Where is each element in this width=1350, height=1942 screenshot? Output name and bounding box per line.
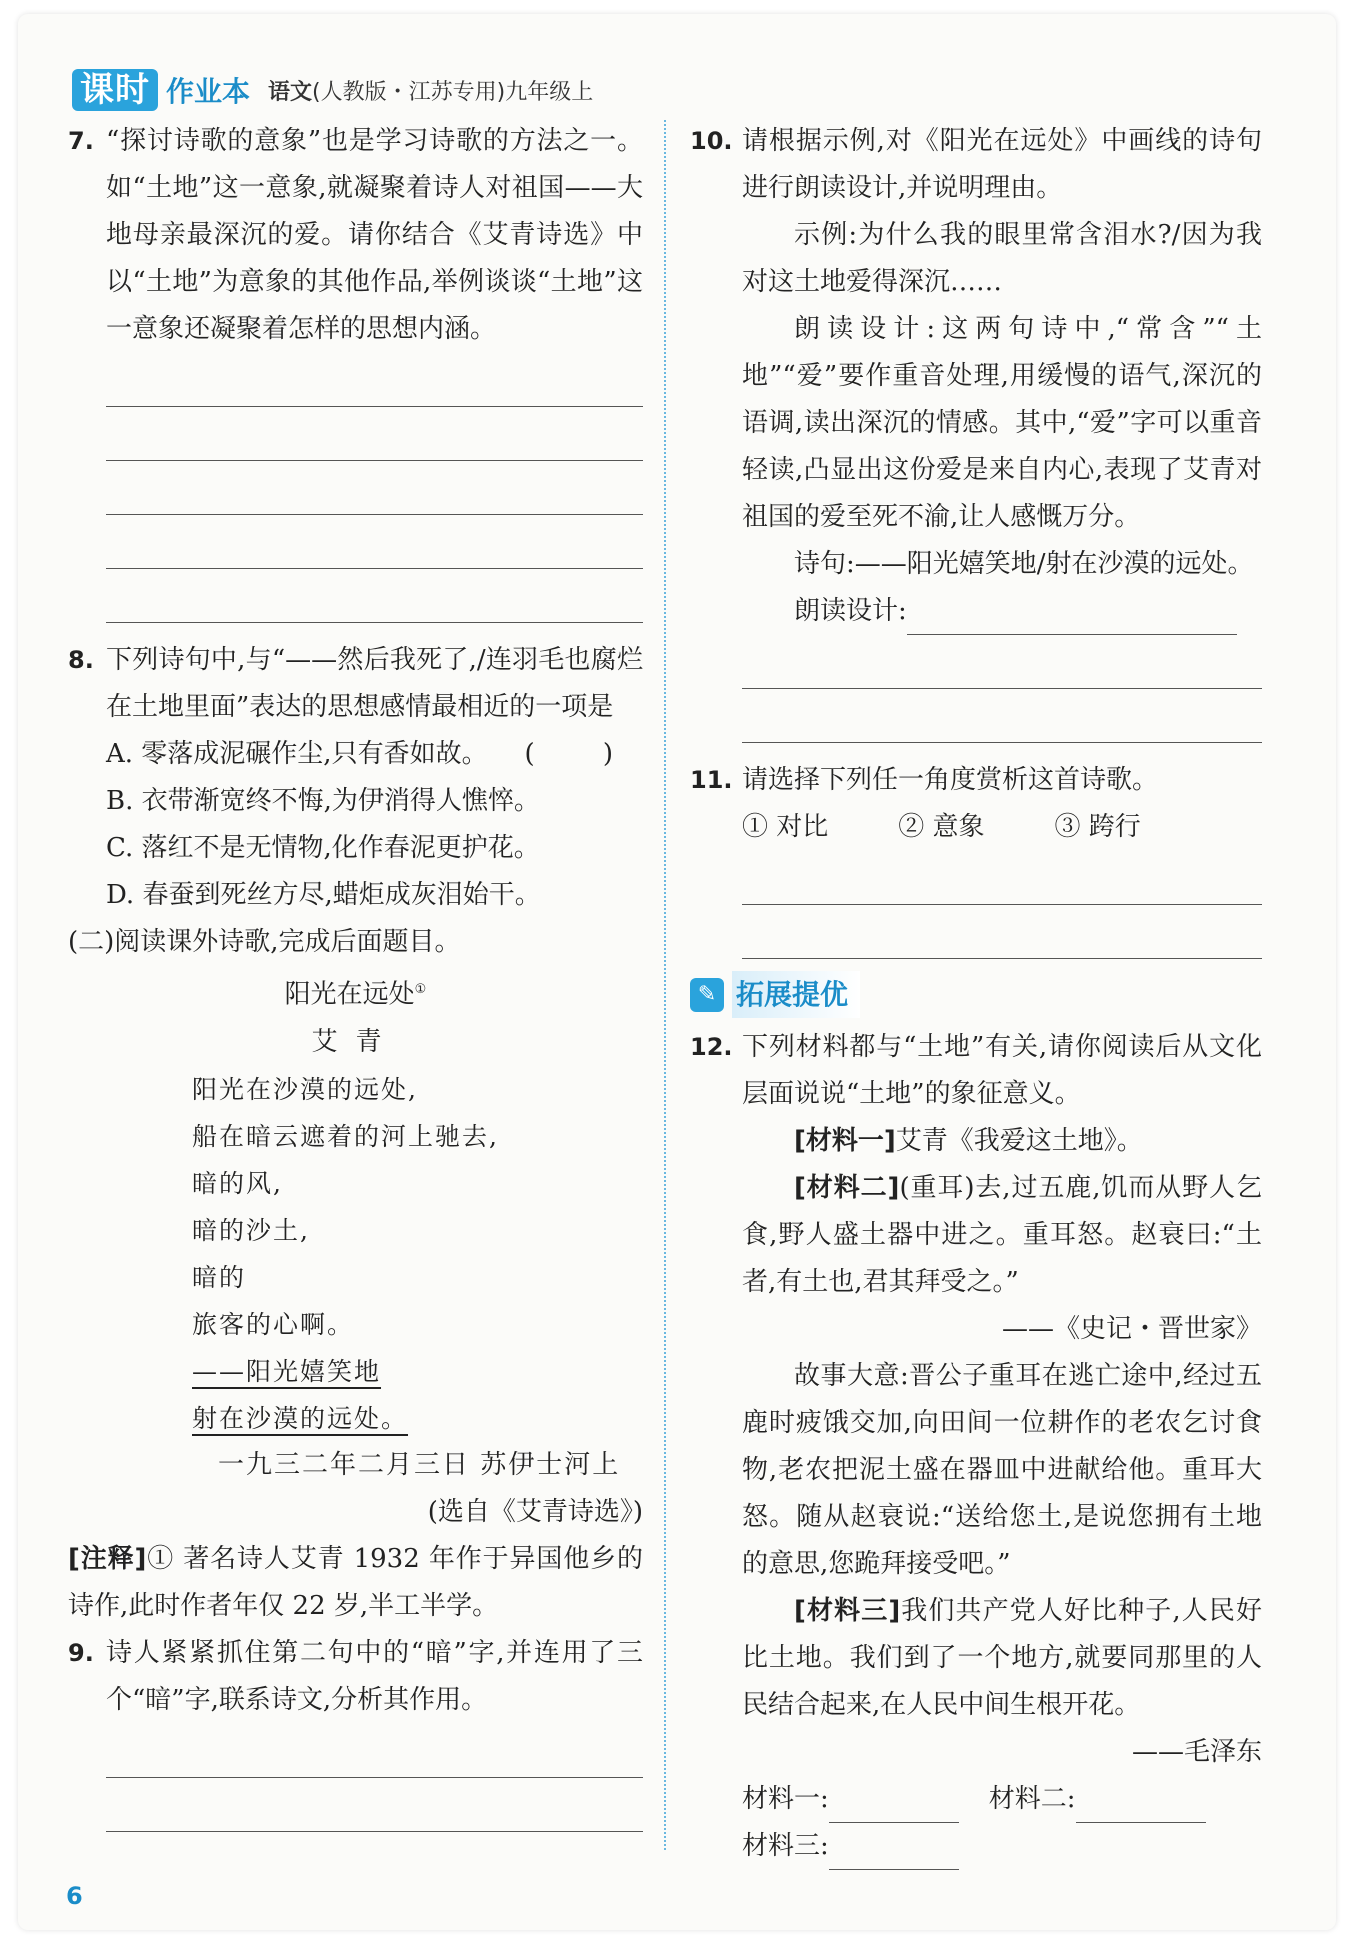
pencil-icon: ✎ (690, 978, 724, 1012)
answer-row (742, 1776, 1262, 1823)
subject-line (268, 75, 593, 106)
poem-source: (选自《艾青诗选》) (427, 1496, 643, 1527)
poem-line: 暗的沙土, (192, 1215, 310, 1245)
angle-choices (742, 804, 1262, 851)
answer-line[interactable] (742, 905, 1262, 959)
material-tag: [材料三] (794, 1596, 901, 1626)
answer-line[interactable] (106, 569, 643, 623)
poem-line: 阳光在沙漠的远处, (192, 1074, 418, 1104)
option-c: C. 落红不是无情物,化作春泥更护花。 (106, 833, 540, 863)
question-number: 8. (68, 646, 94, 674)
option-d: D. 春蚕到死丝方尽,蜡炬成灰泪始干。 (106, 880, 541, 910)
material-source: ——毛泽东 (1131, 1737, 1262, 1767)
subject-name: 语文 (268, 79, 313, 105)
question-number: 7. (68, 127, 94, 155)
expand-section-header (690, 971, 1262, 1018)
material-3 (742, 1588, 1262, 1729)
material-tag: [材料二] (794, 1173, 900, 1203)
page-header (72, 68, 593, 112)
question-11 (690, 757, 1262, 804)
column-divider (664, 120, 666, 1850)
answer-line[interactable] (742, 689, 1262, 743)
question-text: 请根据示例,对《阳光在远处》中画线的诗句进行朗读设计,并说明理由。 (742, 126, 1262, 203)
question-text: “探讨诗歌的意象”也是学习诗歌的方法之一。如“土地”这一意象,就凝聚着诗人对祖国——大地母亲最深沉的爱。请你结合《艾青诗选》中以“土地”为意象的其他作品,举例谈谈“土地”这一意象还凝聚着怎样的思想内涵。 (106, 126, 643, 344)
option-b: B. 衣带渐宽终不悔,为伊消得人憔悴。 (106, 786, 540, 816)
example-design: 朗读设计:这两句诗中,“常含”“土地”“爱”要作重音处理,用缓慢的语气,深沉的语调,读出深沉的情感。其中,“爱”字可以重音轻读,凸显出这份爱是来自内心,表现了艾青对祖国的爱至死不渝,让人感慨万分。 (742, 314, 1262, 532)
material-1 (742, 1118, 1262, 1165)
choice-imagery: ② 意象 (898, 812, 985, 842)
logo-book-name: 作业本 (166, 75, 251, 108)
material-2 (742, 1165, 1262, 1306)
question-number: 10. (690, 127, 733, 155)
annotation-tag: [注释] (68, 1543, 147, 1574)
option-a: A. 零落成泥碾作尘,只有香如故。 (106, 739, 488, 769)
answer-line[interactable] (106, 353, 643, 407)
right-column (690, 118, 1262, 1870)
question-9 (68, 1630, 643, 1724)
answer-blank-2[interactable] (1076, 1788, 1206, 1823)
answer-line[interactable] (106, 515, 643, 569)
question-number: 11. (690, 766, 733, 794)
choice-contrast: ① 对比 (742, 812, 829, 842)
material-source: ——《史记・晋世家》 (1001, 1314, 1262, 1344)
book-logo (72, 69, 250, 111)
question-text: 下列材料都与“土地”有关,请你阅读后从文化层面说说“土地”的象征意义。 (742, 1032, 1262, 1109)
page-number: 6 (66, 1882, 83, 1910)
question-number: 9. (68, 1638, 94, 1667)
answer-line[interactable] (106, 1778, 643, 1832)
question-10 (690, 118, 1262, 212)
answer-line[interactable] (742, 851, 1262, 905)
example-text: 示例:为什么我的眼里常含泪水?/因为我对这土地爱得深沉…… (742, 220, 1262, 297)
answer-label-1: 材料一: (742, 1784, 829, 1814)
poem-line: 暗的风, (192, 1168, 283, 1198)
answer-blank-3[interactable] (829, 1835, 959, 1870)
answer-lines-9[interactable] (68, 1724, 643, 1832)
question-7 (68, 118, 643, 353)
question-12 (690, 1024, 1262, 1118)
material-text: 我们共产党人好比种子,人民好比土地。我们到了一个地方,就要同那里的人民结合起来,在人民中间生根开花。 (742, 1596, 1262, 1720)
section-title: 拓展提优 (732, 971, 860, 1018)
answer-lines-7[interactable] (68, 353, 643, 623)
annotation (68, 1536, 643, 1630)
material-tag: [材料一] (794, 1126, 896, 1156)
question-number: 12. (690, 1033, 733, 1061)
logo-text: 课时 (72, 69, 158, 111)
section-heading: (二)阅读课外诗歌,完成后面题目。 (68, 927, 461, 957)
answer-label-3: 材料三: (742, 1831, 829, 1861)
story-summary: 故事大意:晋公子重耳在逃亡途中,经过五鹿时疲饿交加,向田间一位耕作的老农乞讨食物,老农把泥土盛在器皿中进献给他。重耳大怒。随从赵衰说:“送给您土,是说您拥有土地的意思,您跪拜接受吧。” (742, 1361, 1262, 1579)
answer-blank[interactable] (907, 600, 1237, 635)
material-text: 艾青《我爱这土地》。 (895, 1126, 1143, 1156)
annotation-text: ① 著名诗人艾青 1932 年作于异国他乡的诗作,此时作者年仅 22 岁,半工半学。 (68, 1543, 643, 1621)
question-text: 诗人紧紧抓住第二句中的“暗”字,并连用了三个“暗”字,联系诗文,分析其作用。 (106, 1637, 643, 1715)
poem-date: 一九三二年二月三日 苏伊士河上 (218, 1449, 621, 1480)
edition: (人教版・江苏专用)九年级上 (312, 79, 594, 105)
left-column (68, 118, 643, 1832)
poem-line: 旅客的心啊。 (192, 1309, 355, 1339)
poem-line: 船在暗云遮着的河上驰去, (192, 1121, 499, 1151)
answer-parenthesis[interactable]: ( ) (524, 739, 643, 769)
answer-row (742, 1823, 1262, 1870)
answer-line[interactable] (106, 407, 643, 461)
underlined-poem-line: 射在沙漠的远处。 (192, 1403, 409, 1433)
design-label: 朗读设计: (794, 596, 907, 626)
question-text: 请选择下列任一角度赏析这首诗歌。 (742, 765, 1159, 795)
note-marker: ① (414, 982, 427, 997)
choice-enjambment: ③ 跨行 (1054, 812, 1141, 842)
poem-title: 阳光在远处① (284, 979, 427, 1010)
verse-text: 诗句:——阳光嬉笑地/射在沙漠的远处。 (794, 549, 1254, 579)
answer-line[interactable] (742, 635, 1262, 689)
question-text: 下列诗句中,与“——然后我死了,/连羽毛也腐烂在土地里面”表达的思想感情最相近的一项是 (106, 645, 643, 722)
underlined-poem-line: ——阳光嬉笑地 (192, 1356, 382, 1386)
answer-blank-1[interactable] (829, 1788, 959, 1823)
answer-label-2: 材料二: (988, 1784, 1076, 1814)
answer-line[interactable] (106, 461, 643, 515)
poem-author: 艾青 (311, 1026, 400, 1057)
answer-line[interactable] (106, 1724, 643, 1778)
material-text: (重耳)去,过五鹿,饥而从野人乞食,野人盛土器中进之。重耳怒。赵衰曰:“土者,有土也,君其拜受之。” (742, 1173, 1262, 1297)
poem-line: 暗的 (192, 1262, 247, 1292)
